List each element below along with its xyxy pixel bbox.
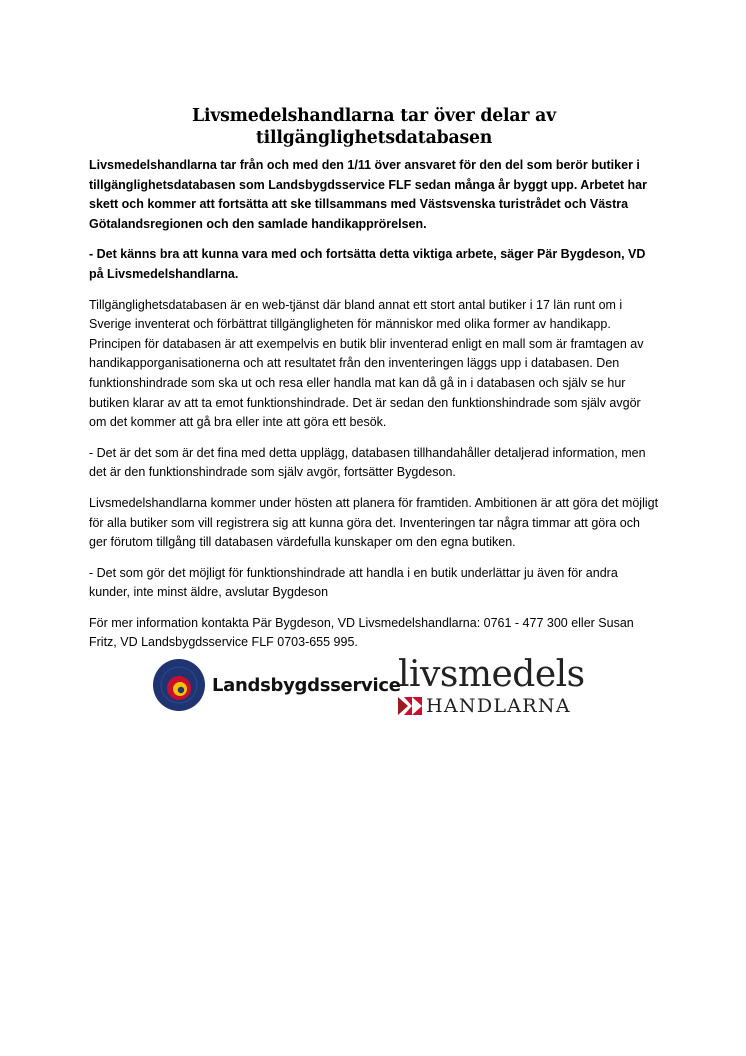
arrow-mark-icon xyxy=(398,697,422,715)
landsbygdsservice-wordmark: Landsbygdsservice xyxy=(212,674,401,696)
quote-paragraph-3: - Det som gör det möjligt för funktionshindrade att handla i en butik underlättar ju även för andra kunder, inte minst äldre, avslutar Bygdeson xyxy=(89,565,618,600)
handlarna-wordmark: HANDLARNA xyxy=(426,695,571,717)
body-paragraph-1: Tillgänglighetsdatabasen är en web-tjänst där bland annat ett stort antal butiker i 17 län runt om i Sverige inventerat och förbättrat tillgängligheten för människor med olika former av handikapp. Principen för databasen är att exempelvis en butik blir inventerad enligt en mall som är framtagen av handikapporganisationerna och att resultatet från den inventeringen läggs upp i databasen. Den funktionshindrade som ska ut och resa eller handla mat kan då gå in i databasen och själv se hur butiken klarar av att ta emot funktionshindrade. Det är sedan den funktionshindrade som själv avgör om det kommer att gå bra eller inte att göra ett besök. xyxy=(89,297,644,430)
intro-paragraph: Livsmedelshandlarna tar från och med den 1/11 över ansvaret för den del som berör butiker i tillgänglighetsdatabasen som Landsbygdsservice FLF sedan många år byggt upp. Arbetet har skett och kommer att fortsätta att ske tillsammans med Västsvenska turistrådet och Västra Götalandsregionen och den samlade handikapprörelsen. xyxy=(89,158,647,231)
logo-row xyxy=(152,656,612,728)
quote-paragraph-1: - Det känns bra att kunna vara med och fortsätta detta viktiga arbete, säger Pär Bygdeson, VD på Livsmedelshandlarna. xyxy=(89,247,646,281)
contact-paragraph: För mer information kontakta Pär Bygdeson, VD Livsmedelshandlarna: 0761 - 477 300 eller Susan Fritz, VD Landsbygdsservice FLF 0703-655 995. xyxy=(89,615,634,650)
quote-paragraph-2: - Det är det som är det fina med detta upplägg, databasen tillhandahåller detaljerad information, men det är den funktionshindrade som själv avgör, fortsätter Bygdeson. xyxy=(89,445,646,480)
press-release xyxy=(89,105,659,664)
handlarna-line xyxy=(398,696,585,716)
livsmedels-wordmark: livsmedels xyxy=(398,654,585,695)
landsbygdsservice-logo xyxy=(152,658,401,712)
livsmedelshandlarna-logo xyxy=(398,656,585,716)
body-paragraph-2: Livsmedelshandlarna kommer under hösten att planera för framtiden. Ambitionen är att göra det möjligt för alla butiker som vill registrera sig att kunna göra det. Inventeringen tar några timmar att göra och ger förutom tillgång till databasen värdefulla kunskaper om den egna butiken. xyxy=(89,495,659,550)
page-title: Livsmedelshandlarna tar över delar av tillgänglighetsdatabasen xyxy=(192,106,556,148)
target-icon xyxy=(152,658,206,712)
